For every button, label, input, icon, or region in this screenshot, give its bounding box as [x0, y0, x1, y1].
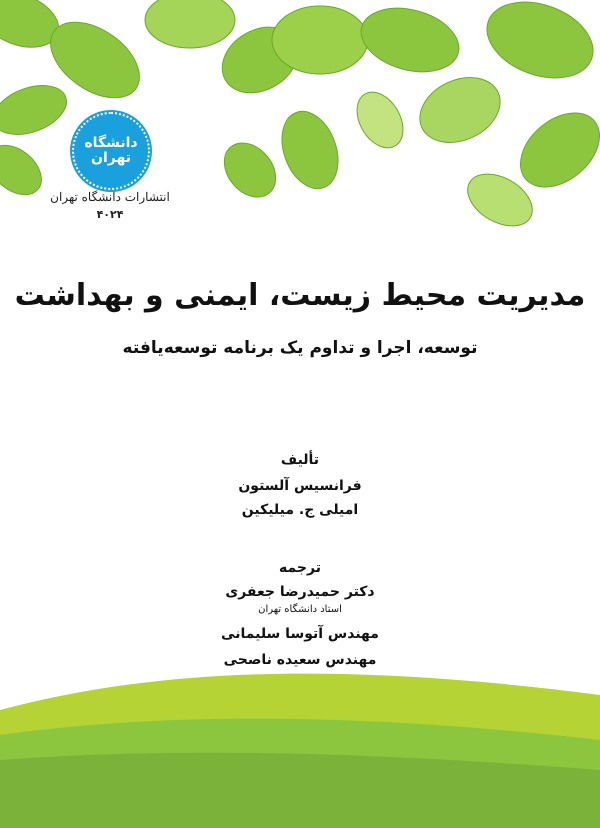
university-logo [72, 112, 150, 190]
translator-name: مهندس آتوسا سلیمانی [221, 626, 379, 642]
author-name: فرانسیس آلستون [238, 478, 362, 494]
green-wave-footer [0, 640, 600, 828]
translator-name: دکتر حمیدرضا جعفری [225, 584, 375, 600]
book-subtitle: توسعه، اجرا و تداوم یک برنامه توسعه‌یافته [122, 338, 478, 358]
authorship-label: تألیف [280, 452, 320, 468]
translator-name: مهندس سعیده ناصحی [223, 652, 377, 668]
publisher-name: انتشارات دانشگاه تهران [50, 190, 170, 204]
logo-text: دانشگاه تهران [84, 134, 138, 166]
translator-affiliation: استاد دانشگاه تهران [258, 604, 342, 615]
translation-label: ترجمه [279, 560, 321, 576]
publication-code: ۴۰۲۴ [96, 208, 124, 221]
book-title: مدیریت محیط زیست، ایمنی و بهداشت [14, 278, 586, 313]
author-name: امیلی ج. میلیکین [241, 502, 359, 518]
